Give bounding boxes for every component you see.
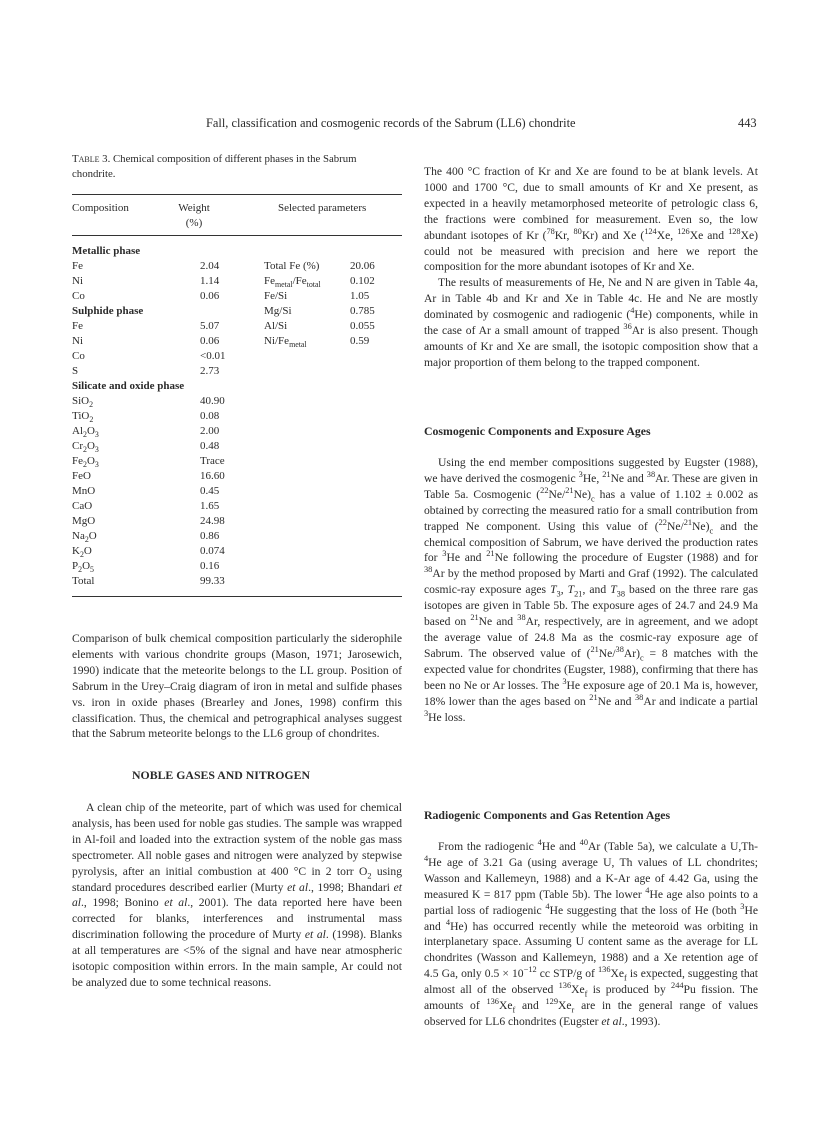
table-row [72, 484, 402, 499]
paragraph-radiogenic [424, 839, 758, 1030]
section-heading-cosmogenic: Cosmogenic Components and Exposure Ages [424, 424, 651, 438]
row-value: Trace [200, 455, 225, 467]
paragraph-text: Using the end member compositions suggested by Eugster (1988), we have derived the cosmogenic $^3$He, $^{21}$Ne and $^{38}$Ar. These are given in Table 5a. Cosmogenic $(^{22}Ne/^{21}Ne)_c$ has a value of 1.102 ± 0.002 as obtained by correcting the measured ratio for a small contribution from trapped Ne component. Using this value of $(^{22}Ne/^{21}Ne)_c$ and the chemical composition of Sabrum, we have derived the production rates for $^3$He and $^{21}$Ne following the procedure of Eugster (1988) and for $^{38}$Ar by the method proposed by Marti and Graf (1992). The calculated cosmic-ray exposure ages $T_3$, $T_{21}$, and $T_{38}$ based on the three rare gas isotopes are given in Table 5b. The exposure ages of 24.7 and 24.9 Ma based on $^{21}$Ne and $^{38}$Ar, respectively, are in agreement, and we adopt the average value of 24.8 Ma as the cosmic-ray exposure age of Sabrum. The observed value of $(^{21}Ne/^{38}Ar)_c = 8$ matches with the expected value for chondrites (Eugster, 1988), confirming that there has been no Ne or Ar losses. The $^3$He exposure age of 20.1 Ma is, however, 18% lower than the ages based on $^{21}$Ne and $^{38}$Ar and indicate a partial $^3$He loss. [424, 456, 759, 724]
row-value: <0.01 [200, 350, 226, 362]
col-header-weight: Weight (%) [178, 202, 210, 229]
row-label: TiO$_2$ [72, 410, 94, 425]
section-heading-radiogenic: Radiogenic Components and Gas Retention Ages [424, 808, 671, 822]
param-row [264, 319, 404, 334]
param-value: 0.055 [350, 320, 375, 332]
table-row [72, 454, 402, 469]
param-label: Total Fe (%) [264, 260, 320, 272]
section-heading-noble-gases: NOBLE GASES AND NITROGEN [132, 768, 310, 782]
paragraph-cosmogenic [424, 455, 758, 725]
table-row [72, 409, 402, 424]
table-row [72, 529, 402, 544]
row-value: 0.06 [200, 290, 220, 302]
param-label: Mg/Si [264, 305, 292, 317]
row-value: 2.00 [200, 425, 220, 437]
param-row [264, 289, 404, 304]
table-row [72, 439, 402, 454]
row-label: Co [72, 350, 85, 362]
running-head [0, 116, 816, 134]
table-row [72, 244, 402, 259]
table-row [72, 574, 402, 589]
table-header [72, 195, 402, 235]
row-value: 2.04 [200, 260, 220, 272]
param-value: 0.59 [350, 335, 370, 347]
paragraph-text: The 400 °C fraction of Kr and Xe are found to be at blank levels. At 1000 and 1700 °C, due to small amounts of Kr and Xe present, as expected in a heavily metamorphosed meteorite of petrologic class 6, the fractions were combined for measurement. Even so, the low abundant isotopes of Kr ($^{78}$Kr, $^{80}$Kr) and Xe ($^{124}$Xe, $^{126}$Xe and $^{128}$Xe) could not be measured with precision and here we report the composition for the more abundant isotopes of Kr and Xe. [424, 165, 758, 274]
row-label: Ni [72, 275, 83, 287]
paragraph-classification [72, 631, 402, 742]
param-row [264, 334, 404, 349]
row-label: $Fe_2O_3$ [72, 455, 99, 470]
col-header-composition: Composition [72, 202, 129, 214]
row-label: SiO$_2$ [72, 395, 94, 410]
table-caption-label: Table 3. [72, 153, 111, 165]
param-label: Al/Si [264, 320, 288, 332]
row-value: 24.98 [200, 515, 225, 527]
row-label: MgO [72, 515, 96, 527]
row-value: 40.90 [200, 395, 225, 407]
paragraph-noble-gases [72, 800, 402, 991]
param-value: 1.05 [350, 290, 370, 302]
row-label: $P_2O_5$ [72, 560, 94, 575]
row-label: MnO [72, 485, 96, 497]
row-value: 0.08 [200, 410, 220, 422]
row-label: Fe [72, 260, 83, 272]
table-row [72, 349, 402, 364]
param-value: 20.06 [350, 260, 375, 272]
col-header-params: Selected parameters [278, 202, 367, 214]
table-caption-text: Chemical composition of different phases in the Sabrum chondrite. [72, 153, 357, 180]
row-value: 1.65 [200, 500, 220, 512]
running-title: Fall, classification and cosmogenic records of the Sabrum (LL6) chondrite [206, 116, 576, 130]
table-row [72, 394, 402, 409]
row-label: Co [72, 290, 85, 302]
row-value: 0.074 [200, 545, 225, 557]
table-3 [72, 152, 402, 632]
row-value: 0.86 [200, 530, 220, 542]
param-row [264, 304, 404, 319]
row-label: $Cr_2O_3$ [72, 440, 99, 455]
row-value: 2.73 [200, 365, 220, 377]
paragraph-text: A clean chip of the meteorite, part of which was used for chemical analysis, has been used for noble gas studies. The sample was wrapped in Al-foil and loaded into the extraction system of the noble gas mass spectrometer. All noble gases and nitrogen were analyzed by stepwise pyrolysis, after an initial combustion at 400 °C in 2 torr $O_2$ using standard procedures described earlier (Murty et al., 1998; Bhandari et al., 1998; Bonino et al., 2001). The data reported here have been corrected for blanks, interferences and instrumental mass discrimination following the procedure of Murty et al. (1998). Blanks at all temperatures are <5% of the signal and have near atmospheric isotopic composition within errors. In the main sample, Ar could not be analyzed due to some technical reasons. [72, 801, 402, 989]
row-label: $Al_2O_3$ [72, 425, 99, 440]
row-value: 99.33 [200, 575, 225, 587]
param-label: $Fe_{metal}/Fe_{total}$ [264, 275, 321, 290]
section-silicate: Silicate and oxide phase [72, 380, 185, 392]
table-row [72, 424, 402, 439]
param-row [264, 274, 404, 289]
section-sulphide: Sulphide phase [72, 305, 144, 317]
paragraph-kr-xe [424, 164, 758, 371]
table-caption [72, 152, 402, 182]
paragraph-text: From the radiogenic $^4$He and $^{40}$Ar (Table 5a), we calculate a U,Th-$^4$He age of 3.21 Ga (using average U, Th values of LL chondrites; Wasson and Kallemeyn, 1988) and a K-Ar age of 4.42 Ga, using the measured K = 817 ppm (Table 5b). The lower $^4$He age also points to a partial loss of radiogenic $^4$He suggesting that the loss of He (both $^3$He and $^4$He) has occurred recently while the meteoroid was orbiting in interplanetary space. Assuming U content same as the average for LL chondrites (Wasson and Kallemeyn, 1988) and a Xe retention age of 4.5 Ga, only $0.5 \times 10^{-12}$ cc STP/g of $^{136}Xe_f$ is expected, suggesting that almost all of the observed $^{136}Xe_f$ is produced by $^{244}$Pu fission. The amounts of $^{136}Xe_f$ and $^{129}Xe_r$ are in the general range of values observed for LL6 chondrites (Eugster et al., 1993). [424, 838, 759, 1028]
table-row [72, 559, 402, 574]
param-value: 0.785 [350, 305, 375, 317]
row-label: $K_2O$ [72, 545, 92, 560]
section-metallic: Metallic phase [72, 245, 141, 257]
table-row [72, 469, 402, 484]
table-bottom-rule [72, 596, 402, 597]
row-value: 0.16 [200, 560, 220, 572]
table-row [72, 544, 402, 559]
row-value: 5.07 [200, 320, 220, 332]
param-value: 0.102 [350, 275, 375, 287]
param-row [264, 259, 404, 274]
table-body [72, 236, 402, 632]
row-label: Fe [72, 320, 83, 332]
paragraph-text: Comparison of bulk chemical composition particularly the siderophile elements with various chondrite groups (Mason, 1971; Jarosewich, 1990) indicate that the meteorite belongs to the LL group. Position of Sabrum in the Urey–Craig diagram of iron in metal and sulfide phases vs. iron in oxide phases (Brearley and Jones, 1998) confirm this classification. Thus, the chemical and petrographical analyses suggest that the Sabrum meteorite belongs to the LL6 group of chondrites. [72, 632, 402, 741]
paragraph-text: The results of measurements of He, Ne and N are given in Table 4a, Ar in Table 4b and Kr and Xe in Table 4c. He and Ne are mostly dominated by cosmogenic and radiogenic ($^4$He) components, while in the case of Ar a small amount of trapped $^{36}$Ar is also present. Though amounts of Kr and Xe are small, the isotopic composition show that a major proportion of them belong to the trapped component. [424, 276, 758, 369]
row-value: 0.45 [200, 485, 220, 497]
row-label: CaO [72, 500, 93, 512]
row-label: Total [72, 575, 95, 587]
table-row [72, 514, 402, 529]
row-value: 1.14 [200, 275, 220, 287]
page-number: 443 [738, 116, 757, 130]
row-label: Ni [72, 335, 83, 347]
table-row [72, 379, 402, 394]
row-label: FeO [72, 470, 91, 482]
row-value: 16.60 [200, 470, 225, 482]
row-value: 0.48 [200, 440, 220, 452]
row-value: 0.06 [200, 335, 220, 347]
row-label: $Na_2O$ [72, 530, 97, 545]
param-label: $Ni/Fe_{metal}$ [264, 335, 307, 350]
table-row [72, 499, 402, 514]
param-label: Fe/Si [264, 290, 288, 302]
row-label: S [72, 365, 79, 377]
table-row [72, 364, 402, 379]
